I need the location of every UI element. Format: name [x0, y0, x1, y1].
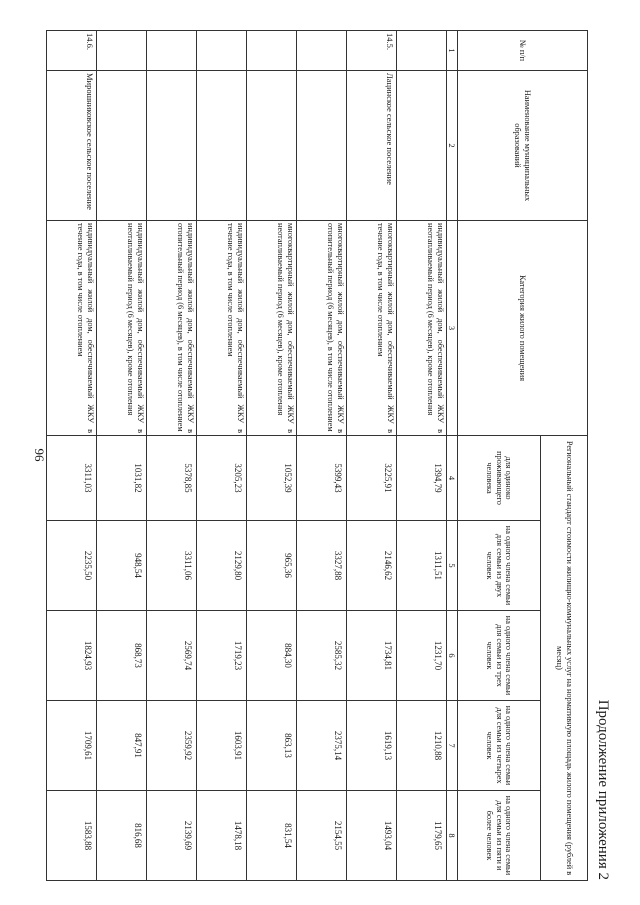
value-two: 3311,06	[147, 521, 197, 611]
table-row	[347, 31, 397, 881]
housing-cost-standard-table	[46, 30, 588, 881]
column-number: 6	[447, 611, 458, 701]
row-number	[297, 31, 347, 71]
row-municipality: Лацинское сельское поселение	[347, 71, 397, 221]
row-municipality	[147, 71, 197, 221]
value-three: 1231,70	[397, 611, 447, 701]
value-single: 1394,79	[397, 436, 447, 521]
value-five-plus: 831,54	[247, 791, 297, 881]
value-four: 1210,88	[397, 701, 447, 791]
value-two: 1311,51	[397, 521, 447, 611]
value-four: 1709,61	[47, 701, 97, 791]
row-category: индивидуальный жилой дом, обеспечиваемый ЖКУ в отопительный период (6 месяцев), в том числе отоплением	[147, 221, 197, 436]
column-number: 3	[447, 221, 458, 436]
value-single: 1052,39	[247, 436, 297, 521]
row-number	[247, 31, 297, 71]
value-five-plus: 1179,65	[397, 791, 447, 881]
row-number	[197, 31, 247, 71]
row-number: 14.5.	[347, 31, 397, 71]
header-number: № п/п	[458, 31, 588, 71]
value-single: 5378,85	[147, 436, 197, 521]
value-four: 863,13	[247, 701, 297, 791]
row-category: индивидуальный жилой дом, обеспечиваемый ЖКУ в течение года, в том числе отоплением	[197, 221, 247, 436]
value-five-plus: 2139,69	[147, 791, 197, 881]
row-municipality	[97, 71, 147, 221]
row-number: 14.6.	[47, 31, 97, 71]
header-family-of-three: на одного члена семьи для семьи из трех человек	[458, 611, 541, 701]
value-single: 3311,03	[47, 436, 97, 521]
value-three: 884,30	[247, 611, 297, 701]
row-municipality	[247, 71, 297, 221]
value-five-plus: 2154,55	[297, 791, 347, 881]
table-row	[147, 31, 197, 881]
value-five-plus: 1583,88	[47, 791, 97, 881]
value-three: 1824,93	[47, 611, 97, 701]
table-row	[47, 31, 97, 881]
table-row	[297, 31, 347, 881]
row-municipality	[297, 71, 347, 221]
header-single-person: для одиноко проживающего человека	[458, 436, 541, 521]
row-number	[97, 31, 147, 71]
row-number	[397, 31, 447, 71]
value-four: 2375,14	[297, 701, 347, 791]
appendix-continuation-title: Продолжение приложения 2	[595, 699, 611, 880]
column-number-row	[447, 31, 458, 881]
header-category: Категория жилого помещения	[458, 221, 588, 436]
row-category: индивидуальный жилой дом, обеспечиваемый ЖКУ в неотапливаемый период (6 месяцев), кроме отопления	[397, 221, 447, 436]
column-number: 4	[447, 436, 458, 521]
row-category: многоквартирный жилой дом, обеспечиваемый ЖКУ в течение года, в том числе отоплением	[347, 221, 397, 436]
column-number: 8	[447, 791, 458, 881]
column-number: 7	[447, 701, 458, 791]
value-three: 1719,23	[197, 611, 247, 701]
column-number: 1	[447, 31, 458, 71]
value-three: 1734,81	[347, 611, 397, 701]
value-four: 847,91	[97, 701, 147, 791]
value-five-plus: 1478,18	[197, 791, 247, 881]
value-four: 2359,92	[147, 701, 197, 791]
table-row	[247, 31, 297, 881]
value-two: 2146,62	[347, 521, 397, 611]
row-municipality: Мирошниковское сельское поселение	[47, 71, 97, 221]
row-municipality	[397, 71, 447, 221]
table-row	[197, 31, 247, 881]
header-family-of-four: на одного члена семьи для семьи из четырех человек	[458, 701, 541, 791]
value-four: 1603,91	[197, 701, 247, 791]
value-three: 868,73	[97, 611, 147, 701]
value-single: 3225,91	[347, 436, 397, 521]
header-family-of-five-plus: на одного члена семьи для семьи из пяти и более человек	[458, 791, 541, 881]
page-number: 96	[32, 448, 47, 462]
value-three: 2569,74	[147, 611, 197, 701]
row-number	[147, 31, 197, 71]
table-row	[397, 31, 447, 881]
value-five-plus: 816,68	[97, 791, 147, 881]
row-category: многоквартирный жилой дом, обеспечиваемый ЖКУ в неотапливаемый период (6 месяцев), кроме отопления	[247, 221, 297, 436]
row-category: индивидуальный жилой дом, обеспечиваемый ЖКУ в неотапливаемый период (6 месяцев), кроме отопления	[97, 221, 147, 436]
header-municipality: Наименование муниципальных образований	[458, 71, 588, 221]
column-number: 2	[447, 71, 458, 221]
value-two: 2235,50	[47, 521, 97, 611]
value-four: 1619,13	[347, 701, 397, 791]
value-five-plus: 1493,04	[347, 791, 397, 881]
value-two: 965,36	[247, 521, 297, 611]
header-regional-standard: Региональный стандарт стоимости жилищно-коммунальных услуг на нормативную площадь жилого помещения (рублей в месяц)	[541, 436, 588, 881]
value-three: 2585,32	[297, 611, 347, 701]
row-category: многоквартирный жилой дом, обеспечиваемый ЖКУ в отопительный период (6 месяцев), в том числе отоплением	[297, 221, 347, 436]
row-category: индивидуальный жилой дом, обеспечиваемый ЖКУ в течение года, в том числе отоплением	[47, 221, 97, 436]
column-number: 5	[447, 521, 458, 611]
row-municipality	[197, 71, 247, 221]
header-family-of-two: на одного члена семьи для семьи из двух человек	[458, 521, 541, 611]
value-single: 5399,43	[297, 436, 347, 521]
value-two: 3327,88	[297, 521, 347, 611]
value-two: 948,54	[97, 521, 147, 611]
rotated-page-content	[52, 30, 612, 880]
value-single: 3205,23	[197, 436, 247, 521]
table-row	[97, 31, 147, 881]
value-two: 2129,80	[197, 521, 247, 611]
value-single: 1031,82	[97, 436, 147, 521]
header-row	[541, 31, 588, 881]
